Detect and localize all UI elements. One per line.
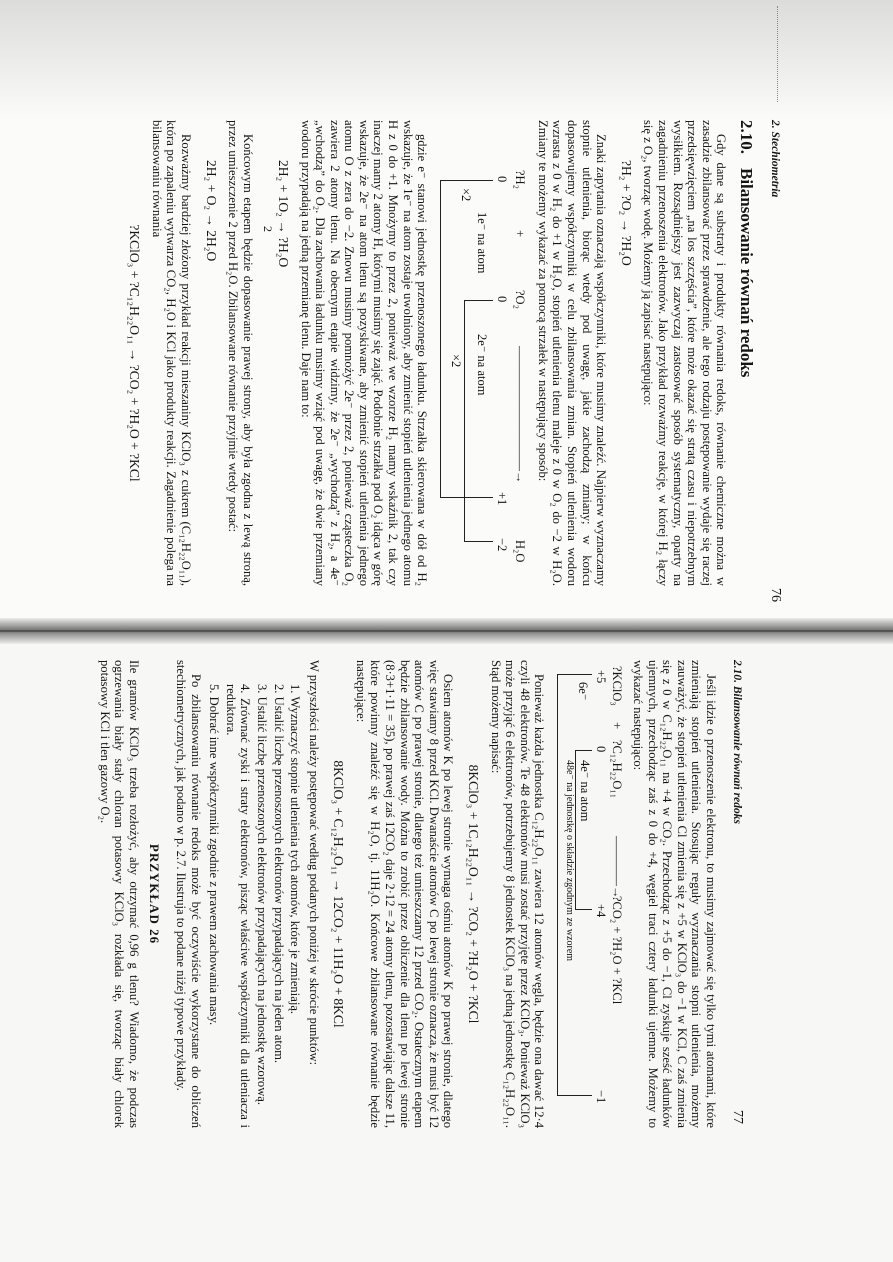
oxidation-state: +4 (594, 904, 609, 918)
list-item: 4. Zrównać zyski i straty elektronów, pisząc właściwe współczynniki dla utleniacza i reduktora. (223, 684, 253, 1128)
product-h2o: H₂O (513, 540, 528, 563)
oxidation-state: 0 (594, 746, 609, 753)
equation: 8KClO₃ + C₁₂H₂₂O₁₁ → 12CO₂ + 11H₂O + 8KCl (331, 760, 347, 1028)
paragraph: Po zbilansowaniu równanie redoks może być oczywiście wykorzystane do obliczeń stechiometrycznych, jak podano w p. 2.7. Ilustruja to podane niżej typowe przykłady. (173, 660, 203, 1128)
reactant-o2: ?O₂ (513, 290, 528, 309)
paragraph: Ile gramów KClO₃ trzeba rozłożyć, aby otrzymać 0,96 g tlenu? Wiadomo, że podczas ogrzewania biały stały chloran potasowy KClO₃ rozkłada się, tworząc biały chlorek potasowy KCl i tlen gazowy O₂. (97, 660, 141, 1128)
electron-label: 4e⁻ na atom (578, 760, 593, 822)
multiplier: ×2 (449, 354, 464, 368)
multiplier: ×2 (459, 188, 474, 202)
oxidation-state: −2 (495, 538, 510, 552)
equation: 2H₂ + 1O₂ → ?H₂O (275, 160, 291, 268)
plus-sign: + (513, 230, 528, 238)
oxidation-state: +1 (495, 492, 510, 506)
right-text-column (93, 660, 718, 1128)
paragraph: W przyszłości należy postępować według podanych poniżej w skrócie punktów: (306, 660, 321, 1066)
paragraph: Gdy dane są substraty i produkty równania redoks, równanie chemiczne można w zasadzie zbilansować przez sprawdzenie, ale tego rodzaju postępowanie wydaje się raczej przedsięwzięciem „na los szczęścia”, które może okazać się stratą czasu i niepotrzebnym wysiłkiem. Rozsądniejszy jest zazwyczaj zastosować sposób systematyczny, oparty na zagadnieniu przenoszenia elektronów. Jako przykład rozważmy reakcję, w której H₂ łączy się z O₂, tworząc wodę. Możemy ją zapisać następująco: (641, 120, 729, 586)
reactant-sugar: ?C₁₂H₂₂O₁₁ (610, 740, 625, 799)
book-gutter (0, 618, 893, 644)
list-item: 2. Ustalić liczbę przenoszonych elektronów przypadających na jeden atom. (271, 684, 286, 1064)
page-number-right: 77 (730, 1110, 745, 1124)
reactant-h2: ?H₂ (513, 170, 528, 189)
page-edge-shadow (0, 0, 893, 120)
equation: ?H₂ + ?O₂ → ?H₂O (618, 160, 634, 266)
list-item: 5. Dobrać inne współczynniki zgodnie z prawem zachowania masy. (207, 684, 222, 1026)
reactant-kclo3: ?KClO₃ (610, 666, 625, 706)
equation: ?KClO₃ + ?C₁₂H₂₂O₁₁ → ?CO₂ + ?H₂O + ?KCl (127, 224, 143, 482)
electron-label: 6e⁻ (576, 682, 591, 701)
section-number: 2.10. (737, 120, 756, 154)
electron-total-label: 48e⁻ na jednostkę o składzie zgodnym ze wzorem (564, 760, 576, 962)
page-number-left: 76 (768, 588, 783, 602)
list-item: 1. Wyznaczyć stopnie utlenienia tych atomów, które je zmieniają. (288, 684, 303, 1015)
scan-artifact-line (777, 6, 778, 102)
list-item: 3. Ustalić liczbę przenoszonych elektronów przypadających na jednostkę wzorową. (254, 684, 269, 1106)
section-title: Bilansowanie równań redoks (737, 168, 756, 378)
equation: 2H₂ + O₂ → 2H₂O (203, 160, 219, 262)
reaction-arrow: ————→ (610, 836, 625, 899)
electron-label: 2e⁻ na atom (475, 334, 490, 396)
paragraph: gdzie e⁻ stanowi jednostkę przenoszonego ładunku. Strzałka skierowana w dół od H₂ wskazuje, że 1e⁻ na atom zostaje uwolniony, aby zmienić stopień utlenienia jednego atomu H z 0 do +1. Mnożymy to przez 2, ponieważ we wzorze H₂ mamy wskaźnik 2, tak czy inaczej mamy 2 atomy H, którymi musimy się zająć. Podobnie strzałka pod O₂ idąca w górę wskazuje, że 2e⁻ na atom tlenu są pozyskiwane, aby zmienić stopień utlenienia jednego atomu O z zera do −2. Znowu musimy pomnożyć 2e⁻ przez 2, ponieważ cząsteczka O₂ zawiera 2 atomy tlenu. Na obecnym etapie widzimy, że 2e⁻ „wychodzą” z H₂, a 4e⁻ „wchodzą” do O₂. Dla zachowania ładunku musimy wziąć pod uwagę, że dwie przemiany wodoru przypadają na jedną przemianę tlenu. Daje nam to: (298, 120, 430, 586)
steps-list (207, 660, 303, 1128)
equation: 8KClO₃ + 1C₁₂H₂₂O₁₁ → ?CO₂ + ?H₂O + ?KCl (466, 764, 482, 1024)
equation-subscript: 2 (261, 226, 276, 232)
electron-transfer-diagram-kclo3 (554, 660, 624, 1128)
paragraph: Osiem atomów K po lewej stronie wymaga ośmiu atomów K po prawej stronie, dlatego więc stawiamy 8 przed KCl. Dwanaście atomów C po lewej stronie oznacza, że musi być 12 atomów C po prawej stronie, dlatego też umieszczamy 12 przed CO₂. Ostatecznym etapem będzie zbilansowanie wody. Można to zrobić przez obliczenie dla tlenu po lewej stronie (8·3+1·11 = 35), po prawej zaś 12CO₂ daje 2·12 = 24 atomy tlenu, pozostawiając dalsze 11, które powinny znaleźć się w H₂O, tj. 11H₂O. Końcowe zbilansowane równanie będzie następujące: (353, 660, 456, 1128)
example-title: PRZYKŁAD 26 (147, 843, 163, 945)
oxidation-state: +5 (594, 670, 609, 684)
running-head-left: 2. Stechiometria (769, 120, 781, 198)
electron-transfer-diagram-h2-o2 (437, 120, 529, 586)
paragraph: Znaki zapytania oznaczają współczynniki, które musimy znaleźć. Najpierw wyznaczamy stopnie utlenienia, biorąc wtedy pod uwagę, jakie zachodzą zmiany; w końcu dopasowujemy współczynniki w celu zbilansowania zmian. Stopień utlenienia wodoru wzrasta z 0 w H₂ do +1 w H₂O, stopień utlenienia tlenu maleje z 0 w O₂ do −2 w H₂O. Zmiany te możemy wykazać za pomocą strzałek w następujący sposób: (535, 120, 609, 586)
reaction-arrow: ——————————→ (513, 346, 528, 484)
paragraph: Jeśli idzie o przenoszenie elektronu, to musimy zajmować się tylko tymi atomami, które zmieniają stopień utlenienia. Stosując reguły wyznaczania stopni utlenienia, możemy zauważyć, że stopień utlenienia Cl zmienia się z +5 w KClO₃ do −1 w KCl, C zaś zmienia się z 0 w C₁₂H₂₂O₁₁ na +4 w CO₂. Przechodząc z +5 do −1, Cl zyskuje sześć ładunków ujemnych, przechodząc zaś z 0 do +4, węgiel traci cztery ładunki ujemne. Możemy to wykazać następująco: (631, 660, 718, 1128)
paragraph: Ponieważ każda jednostka C₁₂H₂₂O₁₁ zawiera 12 atomów węgla, będzie ona dawać 12·4 czyli 48 elektronów. Te 48 elektronów musi zostać przyjęte przez KClO₃. Ponieważ KClO₃ może przyjąć 6 elektronów, potrzebujemy 8 jednostek KClO₃ na jedną jednostkę C₁₂H₂₂O₁₁. Stąd możemy napisać: (488, 660, 547, 1128)
left-text-column (117, 120, 755, 586)
paragraph: Rozważmy bardziej złożony przykład reakcji mieszaniny KClO₃ z cukrem (C₁₂H₂₂O₁₁), która po zapaleniu wytwarza CO₂, H₂O i KCl jako produkty reakcji. Zagadnienie polega na bilansowaniu równania (149, 120, 193, 586)
electron-label: 1e⁻ na atom (475, 212, 490, 274)
left-page (0, 0, 893, 630)
oxidation-state: 0 (495, 296, 510, 303)
plus-sign: + (610, 722, 625, 730)
section-heading (737, 120, 756, 586)
oxidation-state: −1 (594, 1090, 609, 1104)
products: ?CO₂ + ?H₂O + ?KCl (610, 896, 625, 1005)
paragraph: Końcowym etapem będzie dopasowanie prawej strony, aby była zgodna z lewą stroną, przez umieszczenie 2 przed H₂O. Zbilansowane równanie przyjmie wtedy postać: (226, 120, 255, 586)
oxidation-state: 0 (495, 176, 510, 183)
running-head-right: 2.10. Bilansowanie równań redoks (731, 660, 743, 824)
